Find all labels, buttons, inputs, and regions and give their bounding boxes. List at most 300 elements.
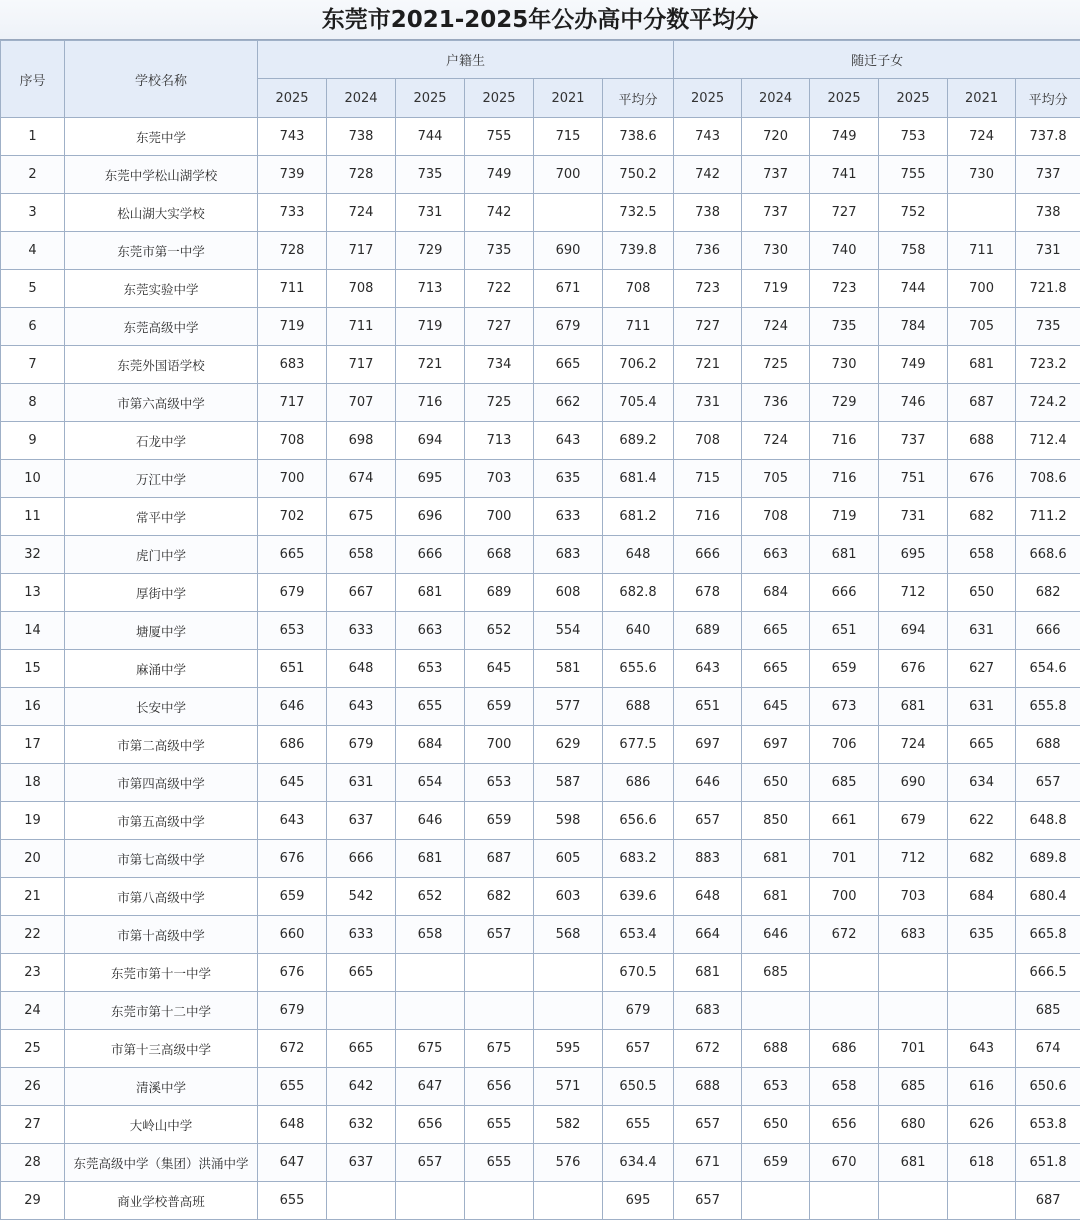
local-score-cell: 738.6 — [603, 118, 674, 156]
local-score-cell: 728 — [258, 232, 327, 270]
local-score-cell: 683 — [258, 346, 327, 384]
table-row — [1, 1068, 1080, 1106]
migrant-score-cell: 706 — [810, 726, 879, 764]
local-score-cell: 653.4 — [603, 916, 674, 954]
local-score-cell: 695 — [396, 460, 465, 498]
local-score-cell — [465, 1182, 534, 1220]
migrant-score-cell: 616 — [948, 1068, 1016, 1106]
migrant-score-cell: 712 — [879, 574, 948, 612]
migrant-score-cell: 736 — [674, 232, 742, 270]
local-score-cell: 655 — [258, 1068, 327, 1106]
local-score-cell: 660 — [258, 916, 327, 954]
local-score-cell: 686 — [258, 726, 327, 764]
local-score-cell: 700 — [534, 156, 603, 194]
local-score-cell: 663 — [396, 612, 465, 650]
table-row — [1, 194, 1080, 232]
migrant-score-cell: 753 — [879, 118, 948, 156]
migrant-score-cell — [948, 954, 1016, 992]
migrant-score-cell: 672 — [674, 1030, 742, 1068]
migrant-score-cell: 735 — [1016, 308, 1080, 346]
migrant-score-cell: 715 — [674, 460, 742, 498]
seq-cell: 16 — [1, 688, 65, 726]
local-score-cell: 724 — [327, 194, 396, 232]
local-score-cell: 708 — [603, 270, 674, 308]
migrant-score-cell: 697 — [742, 726, 810, 764]
migrant-score-cell: 634 — [948, 764, 1016, 802]
local-score-cell: 666 — [396, 536, 465, 574]
local-score-cell: 717 — [258, 384, 327, 422]
local-score-cell: 675 — [327, 498, 396, 536]
local-score-cell: 605 — [534, 840, 603, 878]
local-score-cell: 725 — [465, 384, 534, 422]
migrant-score-cell — [742, 992, 810, 1030]
local-score-cell: 631 — [327, 764, 396, 802]
local-score-cell: 655 — [465, 1144, 534, 1182]
local-score-cell: 738 — [327, 118, 396, 156]
local-score-cell: 683 — [534, 536, 603, 574]
header-migrant-col: 2025 — [810, 79, 879, 118]
migrant-score-cell: 737 — [742, 194, 810, 232]
school-name-cell: 石龙中学 — [65, 422, 258, 460]
seq-cell: 19 — [1, 802, 65, 840]
migrant-score-cell — [879, 1182, 948, 1220]
migrant-score-cell: 653.8 — [1016, 1106, 1080, 1144]
seq-cell: 5 — [1, 270, 65, 308]
migrant-score-cell: 730 — [948, 156, 1016, 194]
local-score-cell: 665 — [534, 346, 603, 384]
migrant-score-cell: 664 — [674, 916, 742, 954]
local-score-cell: 646 — [258, 688, 327, 726]
local-score-cell: 637 — [327, 1144, 396, 1182]
local-score-cell: 679 — [534, 308, 603, 346]
migrant-score-cell: 749 — [879, 346, 948, 384]
school-name-cell: 长安中学 — [65, 688, 258, 726]
migrant-score-cell: 666.5 — [1016, 954, 1080, 992]
migrant-score-cell: 680.4 — [1016, 878, 1080, 916]
local-score-cell: 643 — [534, 422, 603, 460]
school-name-cell: 虎门中学 — [65, 536, 258, 574]
local-score-cell: 654 — [396, 764, 465, 802]
local-score-cell: 637 — [327, 802, 396, 840]
local-score-cell: 652 — [465, 612, 534, 650]
table-row — [1, 346, 1080, 384]
local-score-cell: 679 — [258, 574, 327, 612]
school-name-cell: 东莞中学 — [65, 118, 258, 156]
local-score-cell: 715 — [534, 118, 603, 156]
migrant-score-cell: 730 — [742, 232, 810, 270]
local-score-cell: 646 — [396, 802, 465, 840]
school-name-cell: 万江中学 — [65, 460, 258, 498]
migrant-score-cell: 681 — [810, 536, 879, 574]
migrant-score-cell: 666 — [1016, 612, 1080, 650]
migrant-score-cell: 720 — [742, 118, 810, 156]
school-name-cell: 东莞市第十二中学 — [65, 992, 258, 1030]
school-name-cell: 大岭山中学 — [65, 1106, 258, 1144]
local-score-cell — [534, 992, 603, 1030]
table-row — [1, 384, 1080, 422]
header-group-migrant: 随迁子女 — [674, 41, 1080, 79]
local-score-cell: 657 — [465, 916, 534, 954]
local-score-cell: 542 — [327, 878, 396, 916]
migrant-score-cell: 683 — [674, 992, 742, 1030]
migrant-score-cell: 673 — [810, 688, 879, 726]
migrant-score-cell: 731 — [879, 498, 948, 536]
migrant-score-cell: 719 — [742, 270, 810, 308]
local-score-cell: 689 — [465, 574, 534, 612]
seq-cell: 11 — [1, 498, 65, 536]
migrant-score-cell: 684 — [742, 574, 810, 612]
local-score-cell: 681.2 — [603, 498, 674, 536]
local-score-cell: 702 — [258, 498, 327, 536]
migrant-score-cell: 703 — [879, 878, 948, 916]
migrant-score-cell: 708 — [742, 498, 810, 536]
local-score-cell: 675 — [465, 1030, 534, 1068]
migrant-score-cell: 657 — [1016, 764, 1080, 802]
migrant-score-cell: 684 — [948, 878, 1016, 916]
migrant-score-cell: 711 — [948, 232, 1016, 270]
migrant-score-cell: 666 — [810, 574, 879, 612]
migrant-score-cell — [810, 1182, 879, 1220]
local-score-cell: 667 — [327, 574, 396, 612]
local-score-cell: 647 — [258, 1144, 327, 1182]
local-score-cell: 651 — [258, 650, 327, 688]
local-score-cell: 696 — [396, 498, 465, 536]
migrant-score-cell: 721 — [674, 346, 742, 384]
migrant-score-cell: 688 — [948, 422, 1016, 460]
header-local-col: 2024 — [327, 79, 396, 118]
table-row — [1, 726, 1080, 764]
migrant-score-cell: 752 — [879, 194, 948, 232]
migrant-score-cell: 731 — [674, 384, 742, 422]
local-score-cell: 633 — [327, 916, 396, 954]
local-score-cell: 659 — [465, 802, 534, 840]
local-score-cell: 711 — [603, 308, 674, 346]
local-score-cell: 648 — [603, 536, 674, 574]
migrant-score-cell: 685 — [742, 954, 810, 992]
migrant-score-cell: 723.2 — [1016, 346, 1080, 384]
migrant-score-cell — [948, 992, 1016, 1030]
school-name-cell: 松山湖大实学校 — [65, 194, 258, 232]
migrant-score-cell: 674 — [1016, 1030, 1080, 1068]
migrant-score-cell: 658 — [810, 1068, 879, 1106]
migrant-score-cell: 665.8 — [1016, 916, 1080, 954]
migrant-score-cell: 738 — [1016, 194, 1080, 232]
migrant-score-cell: 689 — [674, 612, 742, 650]
local-score-cell: 640 — [603, 612, 674, 650]
local-score-cell: 653 — [396, 650, 465, 688]
migrant-score-cell: 721.8 — [1016, 270, 1080, 308]
local-score-cell: 656.6 — [603, 802, 674, 840]
migrant-score-cell: 727 — [674, 308, 742, 346]
migrant-score-cell: 657 — [674, 802, 742, 840]
local-score-cell: 659 — [258, 878, 327, 916]
local-score-cell: 603 — [534, 878, 603, 916]
school-name-cell: 麻涌中学 — [65, 650, 258, 688]
table-row — [1, 612, 1080, 650]
migrant-score-cell: 635 — [948, 916, 1016, 954]
migrant-score-cell: 711.2 — [1016, 498, 1080, 536]
local-score-cell: 655 — [603, 1106, 674, 1144]
header-local-col: 2025 — [465, 79, 534, 118]
migrant-score-cell: 668.6 — [1016, 536, 1080, 574]
local-score-cell: 655.6 — [603, 650, 674, 688]
local-score-cell: 731 — [396, 194, 465, 232]
local-score-cell: 639.6 — [603, 878, 674, 916]
local-score-cell: 554 — [534, 612, 603, 650]
local-score-cell: 655 — [396, 688, 465, 726]
migrant-score-cell: 672 — [810, 916, 879, 954]
migrant-score-cell: 681 — [879, 688, 948, 726]
migrant-score-cell: 736 — [742, 384, 810, 422]
seq-cell: 25 — [1, 1030, 65, 1068]
migrant-score-cell: 665 — [742, 650, 810, 688]
school-name-cell: 市第四高级中学 — [65, 764, 258, 802]
school-name-cell: 市第七高级中学 — [65, 840, 258, 878]
seq-cell: 6 — [1, 308, 65, 346]
migrant-score-cell: 683 — [879, 916, 948, 954]
local-score-cell: 658 — [396, 916, 465, 954]
local-score-cell: 681 — [396, 574, 465, 612]
migrant-score-cell: 655.8 — [1016, 688, 1080, 726]
local-score-cell: 755 — [465, 118, 534, 156]
local-score-cell: 739.8 — [603, 232, 674, 270]
seq-cell: 28 — [1, 1144, 65, 1182]
migrant-score-cell: 723 — [674, 270, 742, 308]
migrant-score-cell: 688 — [742, 1030, 810, 1068]
local-score-cell: 676 — [258, 840, 327, 878]
migrant-score-cell: 680 — [879, 1106, 948, 1144]
migrant-score-cell: 653 — [742, 1068, 810, 1106]
migrant-score-cell: 681 — [742, 878, 810, 916]
local-score-cell: 711 — [327, 308, 396, 346]
local-score-cell: 686 — [603, 764, 674, 802]
migrant-score-cell: 650.6 — [1016, 1068, 1080, 1106]
header-local-col: 平均分 — [603, 79, 674, 118]
local-score-cell: 735 — [396, 156, 465, 194]
table-row — [1, 1144, 1080, 1182]
seq-cell: 10 — [1, 460, 65, 498]
local-score-cell: 683.2 — [603, 840, 674, 878]
local-score-cell: 665 — [258, 536, 327, 574]
seq-cell: 8 — [1, 384, 65, 422]
local-score-cell: 635 — [534, 460, 603, 498]
school-name-cell: 清溪中学 — [65, 1068, 258, 1106]
school-name-cell: 东莞高级中学 — [65, 308, 258, 346]
seq-cell: 26 — [1, 1068, 65, 1106]
migrant-score-cell: 697 — [674, 726, 742, 764]
migrant-score-cell: 681 — [674, 954, 742, 992]
migrant-score-cell: 724 — [742, 308, 810, 346]
migrant-score-cell: 661 — [810, 802, 879, 840]
school-name-cell: 厚街中学 — [65, 574, 258, 612]
migrant-score-cell: 746 — [879, 384, 948, 422]
local-score-cell: 708 — [327, 270, 396, 308]
migrant-score-cell: 676 — [948, 460, 1016, 498]
local-score-cell: 750.2 — [603, 156, 674, 194]
migrant-score-cell: 700 — [810, 878, 879, 916]
local-score-cell — [327, 1182, 396, 1220]
migrant-score-cell: 749 — [810, 118, 879, 156]
local-score-cell: 744 — [396, 118, 465, 156]
migrant-score-cell: 738 — [674, 194, 742, 232]
local-score-cell: 629 — [534, 726, 603, 764]
migrant-score-cell: 622 — [948, 802, 1016, 840]
local-score-cell: 707 — [327, 384, 396, 422]
local-score-cell: 705.4 — [603, 384, 674, 422]
local-score-cell: 633 — [534, 498, 603, 536]
migrant-score-cell: 784 — [879, 308, 948, 346]
local-score-cell: 665 — [327, 1030, 396, 1068]
local-score-cell: 698 — [327, 422, 396, 460]
local-score-cell: 648 — [258, 1106, 327, 1144]
migrant-score-cell: 686 — [810, 1030, 879, 1068]
local-score-cell: 679 — [258, 992, 327, 1030]
migrant-score-cell: 850 — [742, 802, 810, 840]
table-row — [1, 802, 1080, 840]
migrant-score-cell: 727 — [810, 194, 879, 232]
migrant-score-cell: 725 — [742, 346, 810, 384]
school-name-cell: 市第五高级中学 — [65, 802, 258, 840]
migrant-score-cell: 737 — [879, 422, 948, 460]
local-score-cell: 700 — [465, 498, 534, 536]
local-score-cell: 679 — [327, 726, 396, 764]
page-title: 东莞市2021-2025年公办高中分数平均分 — [0, 0, 1080, 40]
migrant-score-cell: 744 — [879, 270, 948, 308]
school-name-cell: 东莞外国语学校 — [65, 346, 258, 384]
table-row — [1, 232, 1080, 270]
migrant-score-cell — [810, 992, 879, 1030]
school-name-cell: 市第六高级中学 — [65, 384, 258, 422]
migrant-score-cell: 626 — [948, 1106, 1016, 1144]
migrant-score-cell: 650 — [742, 764, 810, 802]
local-score-cell: 645 — [465, 650, 534, 688]
table-row — [1, 650, 1080, 688]
local-score-cell: 713 — [396, 270, 465, 308]
migrant-score-cell: 705 — [742, 460, 810, 498]
migrant-score-cell: 645 — [742, 688, 810, 726]
seq-cell: 24 — [1, 992, 65, 1030]
migrant-score-cell: 646 — [742, 916, 810, 954]
local-score-cell: 682 — [465, 878, 534, 916]
local-score-cell: 634.4 — [603, 1144, 674, 1182]
table-row — [1, 688, 1080, 726]
migrant-score-cell: 724.2 — [1016, 384, 1080, 422]
migrant-score-cell: 716 — [810, 460, 879, 498]
seq-cell: 15 — [1, 650, 65, 688]
local-score-cell: 652 — [396, 878, 465, 916]
header-migrant-col: 平均分 — [1016, 79, 1080, 118]
migrant-score-cell: 688 — [1016, 726, 1080, 764]
local-score-cell — [534, 954, 603, 992]
seq-cell: 13 — [1, 574, 65, 612]
local-score-cell: 645 — [258, 764, 327, 802]
migrant-score-cell: 666 — [674, 536, 742, 574]
local-score-cell — [534, 1182, 603, 1220]
migrant-score-cell: 618 — [948, 1144, 1016, 1182]
migrant-score-cell: 671 — [674, 1144, 742, 1182]
local-score-cell: 728 — [327, 156, 396, 194]
migrant-score-cell: 701 — [879, 1030, 948, 1068]
school-name-cell: 东莞实验中学 — [65, 270, 258, 308]
local-score-cell: 665 — [327, 954, 396, 992]
local-score-cell: 713 — [465, 422, 534, 460]
migrant-score-cell: 650 — [948, 574, 1016, 612]
local-score-cell: 742 — [465, 194, 534, 232]
local-score-cell: 689.2 — [603, 422, 674, 460]
table-row — [1, 1182, 1080, 1220]
school-name-cell: 塘厦中学 — [65, 612, 258, 650]
scores-table — [0, 40, 1080, 1220]
header-seq: 序号 — [1, 41, 65, 118]
migrant-score-cell — [810, 954, 879, 992]
local-score-cell: 670.5 — [603, 954, 674, 992]
migrant-score-cell: 654.6 — [1016, 650, 1080, 688]
table-row — [1, 1106, 1080, 1144]
table-row — [1, 992, 1080, 1030]
migrant-score-cell: 657 — [674, 1106, 742, 1144]
local-score-cell: 711 — [258, 270, 327, 308]
migrant-score-cell: 695 — [879, 536, 948, 574]
local-score-cell: 666 — [327, 840, 396, 878]
migrant-score-cell: 700 — [948, 270, 1016, 308]
local-score-cell: 653 — [258, 612, 327, 650]
header-migrant-col: 2021 — [948, 79, 1016, 118]
migrant-score-cell: 681 — [742, 840, 810, 878]
local-score-cell: 722 — [465, 270, 534, 308]
school-name-cell: 常平中学 — [65, 498, 258, 536]
local-score-cell: 717 — [327, 232, 396, 270]
table-row — [1, 764, 1080, 802]
local-score-cell: 671 — [534, 270, 603, 308]
local-score-cell: 675 — [396, 1030, 465, 1068]
migrant-score-cell: 648 — [674, 878, 742, 916]
header-migrant-col: 2025 — [674, 79, 742, 118]
migrant-score-cell: 651 — [674, 688, 742, 726]
migrant-score-cell: 676 — [879, 650, 948, 688]
seq-cell: 20 — [1, 840, 65, 878]
migrant-score-cell — [948, 1182, 1016, 1220]
local-score-cell: 703 — [465, 460, 534, 498]
migrant-score-cell: 737 — [1016, 156, 1080, 194]
table-row — [1, 1030, 1080, 1068]
migrant-score-cell: 690 — [879, 764, 948, 802]
seq-cell: 1 — [1, 118, 65, 156]
header-local-col: 2025 — [396, 79, 465, 118]
local-score-cell: 577 — [534, 688, 603, 726]
local-score-cell: 642 — [327, 1068, 396, 1106]
local-score-cell: 674 — [327, 460, 396, 498]
school-name-cell: 东莞中学松山湖学校 — [65, 156, 258, 194]
local-score-cell: 568 — [534, 916, 603, 954]
migrant-score-cell: 646 — [674, 764, 742, 802]
migrant-score-cell: 758 — [879, 232, 948, 270]
seq-cell: 14 — [1, 612, 65, 650]
migrant-score-cell: 631 — [948, 688, 1016, 726]
migrant-score-cell — [742, 1182, 810, 1220]
local-score-cell: 682.8 — [603, 574, 674, 612]
migrant-score-cell: 659 — [810, 650, 879, 688]
local-score-cell: 734 — [465, 346, 534, 384]
local-score-cell: 677.5 — [603, 726, 674, 764]
local-score-cell: 681 — [396, 840, 465, 878]
migrant-score-cell: 705 — [948, 308, 1016, 346]
migrant-score-cell — [879, 954, 948, 992]
seq-cell: 3 — [1, 194, 65, 232]
migrant-score-cell: 663 — [742, 536, 810, 574]
seq-cell: 29 — [1, 1182, 65, 1220]
migrant-score-cell: 685 — [1016, 992, 1080, 1030]
migrant-score-cell: 735 — [810, 308, 879, 346]
